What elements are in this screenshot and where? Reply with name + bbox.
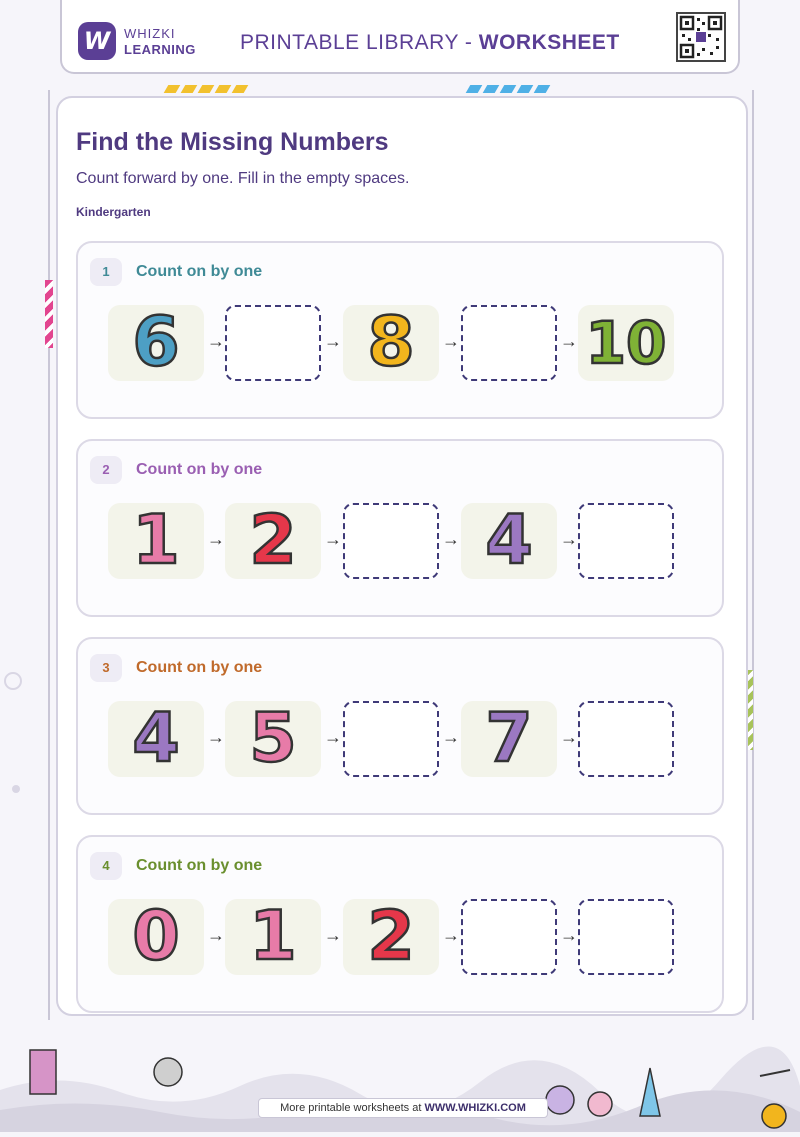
number-glyph: 2: [367, 897, 415, 976]
logo-letter: W: [83, 27, 111, 55]
arrow-right-icon: →: [324, 925, 342, 945]
answer-box[interactable]: [461, 899, 557, 975]
problem-card: [76, 835, 724, 1013]
number-glyph: 0: [132, 897, 180, 976]
number-tile: [108, 899, 204, 975]
number-tile: [225, 701, 321, 777]
number-glyph: 1: [132, 501, 180, 580]
pink-stripe-decoration: [45, 280, 53, 348]
library-title: [240, 31, 620, 55]
footer-link[interactable]: WWW.WHIZKI.COM: [424, 1102, 526, 1114]
number-glyph: 5: [249, 699, 297, 778]
worksheet-title: Find the Missing Numbers: [76, 128, 389, 156]
arrow-right-icon: →: [442, 925, 460, 945]
number-glyph: 4: [132, 699, 180, 778]
blue-stripe-decoration: [468, 80, 553, 89]
number-glyph: 2: [249, 501, 297, 580]
grade-level: Kindergarten: [76, 205, 151, 219]
brand-line-1: WHIZKI: [124, 26, 176, 41]
answer-box[interactable]: [578, 899, 674, 975]
arrow-right-icon: →: [207, 727, 225, 747]
answer-box[interactable]: [578, 503, 674, 579]
arrow-right-icon: →: [207, 925, 225, 945]
problem-label: Count on by one: [136, 659, 263, 676]
footer-text: More printable worksheets at: [280, 1102, 425, 1114]
arrow-right-icon: →: [324, 529, 342, 549]
arrow-right-icon: →: [324, 331, 342, 351]
brand-name: [124, 26, 196, 58]
background-dot: [12, 785, 20, 793]
page-header: [60, 0, 740, 74]
problem-card: [76, 637, 724, 815]
number-glyph: 7: [485, 699, 533, 778]
number-tile: [108, 701, 204, 777]
arrow-right-icon: →: [442, 727, 460, 747]
background-dot: [4, 672, 22, 690]
number-tile: [225, 899, 321, 975]
number-tile: [343, 899, 439, 975]
problem-number: 3: [90, 654, 122, 682]
number-glyph: 10: [585, 309, 667, 377]
worksheet-instructions: Count forward by one. Fill in the empty spaces.: [76, 170, 410, 187]
whizki-logo: [78, 22, 116, 60]
arrow-right-icon: →: [442, 529, 460, 549]
number-glyph: 8: [367, 303, 415, 382]
arrow-right-icon: →: [560, 727, 578, 747]
problem-number: 4: [90, 852, 122, 880]
arrow-right-icon: →: [324, 727, 342, 747]
answer-box[interactable]: [461, 305, 557, 381]
answer-box[interactable]: [578, 701, 674, 777]
number-tile: [108, 305, 204, 381]
number-tile: [461, 503, 557, 579]
problem-number: 1: [90, 258, 122, 286]
arrow-right-icon: →: [442, 331, 460, 351]
library-prefix: PRINTABLE LIBRARY -: [240, 31, 479, 54]
number-glyph: 6: [132, 303, 180, 382]
arrow-right-icon: →: [207, 529, 225, 549]
problem-card: [76, 241, 724, 419]
number-tile: [578, 305, 674, 381]
problem-number: 2: [90, 456, 122, 484]
footer-credit: [258, 1098, 548, 1118]
problem-card: [76, 439, 724, 617]
arrow-right-icon: →: [207, 331, 225, 351]
number-glyph: 1: [249, 897, 297, 976]
problem-label: Count on by one: [136, 461, 263, 478]
background-frame-right: [752, 90, 754, 1020]
problem-label: Count on by one: [136, 857, 263, 874]
number-glyph: 4: [485, 501, 533, 580]
answer-box[interactable]: [343, 701, 439, 777]
arrow-right-icon: →: [560, 331, 578, 351]
number-tile: [225, 503, 321, 579]
qr-code-icon: [676, 12, 726, 62]
arrow-right-icon: →: [560, 925, 578, 945]
number-tile: [108, 503, 204, 579]
arrow-right-icon: →: [560, 529, 578, 549]
number-tile: [343, 305, 439, 381]
background-frame-left: [48, 90, 50, 1020]
number-tile: [461, 701, 557, 777]
problem-label: Count on by one: [136, 263, 263, 280]
answer-box[interactable]: [343, 503, 439, 579]
yellow-stripe-decoration: [166, 80, 251, 89]
brand-line-2: LEARNING: [124, 42, 196, 57]
answer-box[interactable]: [225, 305, 321, 381]
library-type: WORKSHEET: [478, 31, 620, 54]
